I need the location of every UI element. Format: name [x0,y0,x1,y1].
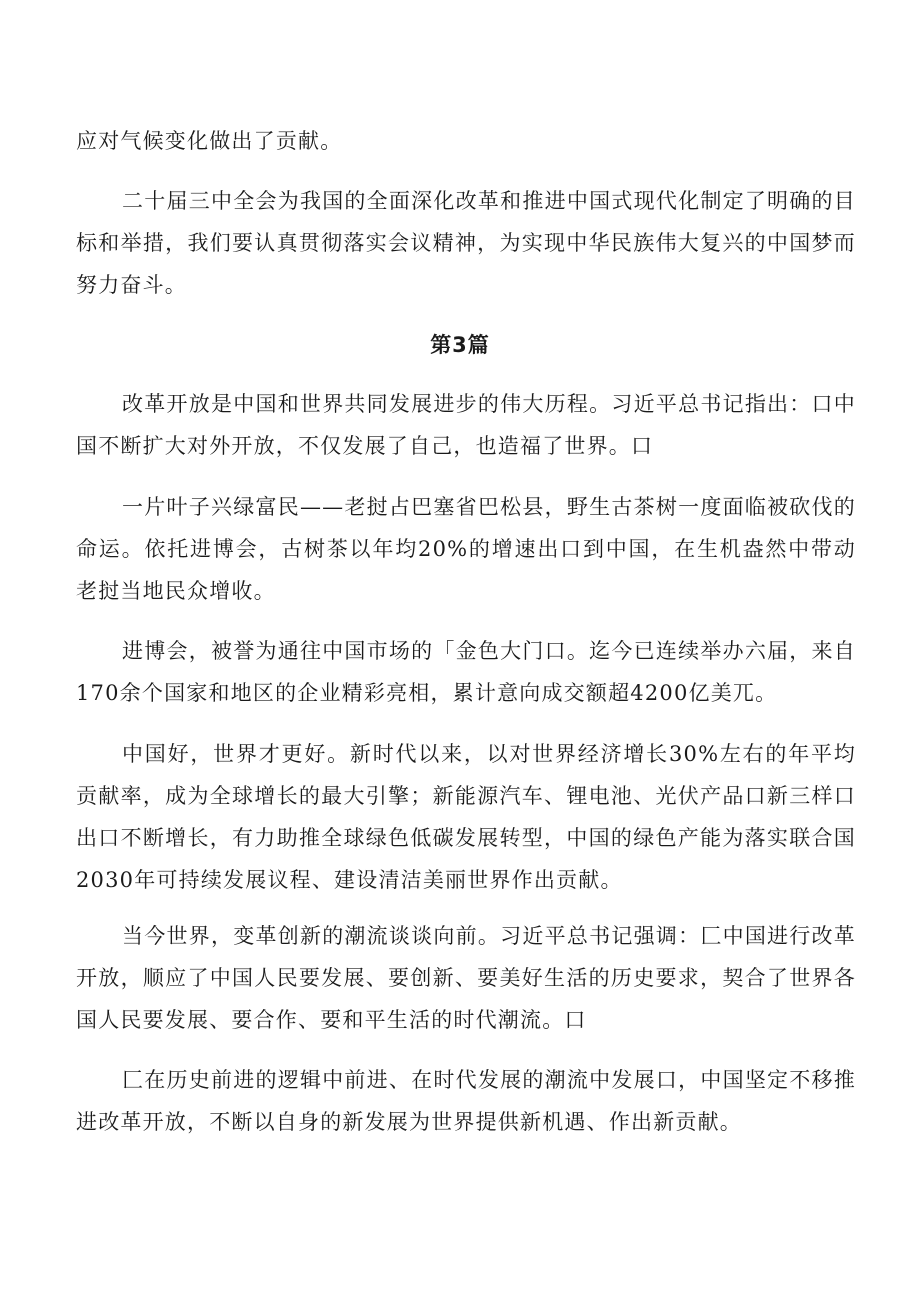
paragraph-china-growth: 中国好，世界才更好。新时代以来，以对世界经济增长30%左右的年平均贡献率，成为全球增长的最大引擎；新能源汽车、锂电池、光伏产品口新三样口出口不断增长，有力助推全球绿色低碳发展转型，中国的绿色产能为落实联合国2030年可持续发展议程、建设清洁美丽世界作出贡献。 [76,742,856,892]
paragraph-conclusion: 二十届三中全会为我国的全面深化改革和推进中国式现代化制定了明确的目标和举措，我们要认真贯彻落实会议精神，为实现中华民族伟大复兴的中国梦而努力奋斗。 [76,189,856,297]
paragraph-continuation: 应对气候变化做出了贡献。 [76,129,343,153]
paragraph-laos-tea: 一片叶子兴绿富民——老挝占巴塞省巴松县，野生古茶树一度面临被砍伐的命运。依托进博会，古树茶以年均20%的增速出口到中国，在生机盎然中带动老挝当地民众增收。 [76,495,856,603]
paragraph-expo: 进博会，被誉为通往中国市场的「金色大门口。迄今已连续举办六届，来自170余个国家和地区的企业精彩亮相，累计意向成交额超4200亿美兀。 [76,639,856,705]
paragraph-new-opportunities: 匚在历史前进的逻辑中前进、在时代发展的潮流中发展口，中国坚定不移推进改革开放，不断以自身的新发展为世界提供新机遇、作出新贡献。 [76,1068,856,1134]
paragraph-world-trend: 当今世界，变革创新的潮流谈谈向前。习近平总书记强调：匚中国进行改革开放，顺应了中国人民要发展、要创新、要美好生活的历史要求，契合了世界各国人民要发展、要合作、要和平生活的时代潮流。口 [76,924,856,1032]
paragraph-reform-opening: 改革开放是中国和世界共同发展进步的伟大历程。习近平总书记指出：口中国不断扩大对外开放，不仅发展了自己，也造福了世界。口 [76,392,856,458]
section-heading: 第3篇 [430,333,490,357]
